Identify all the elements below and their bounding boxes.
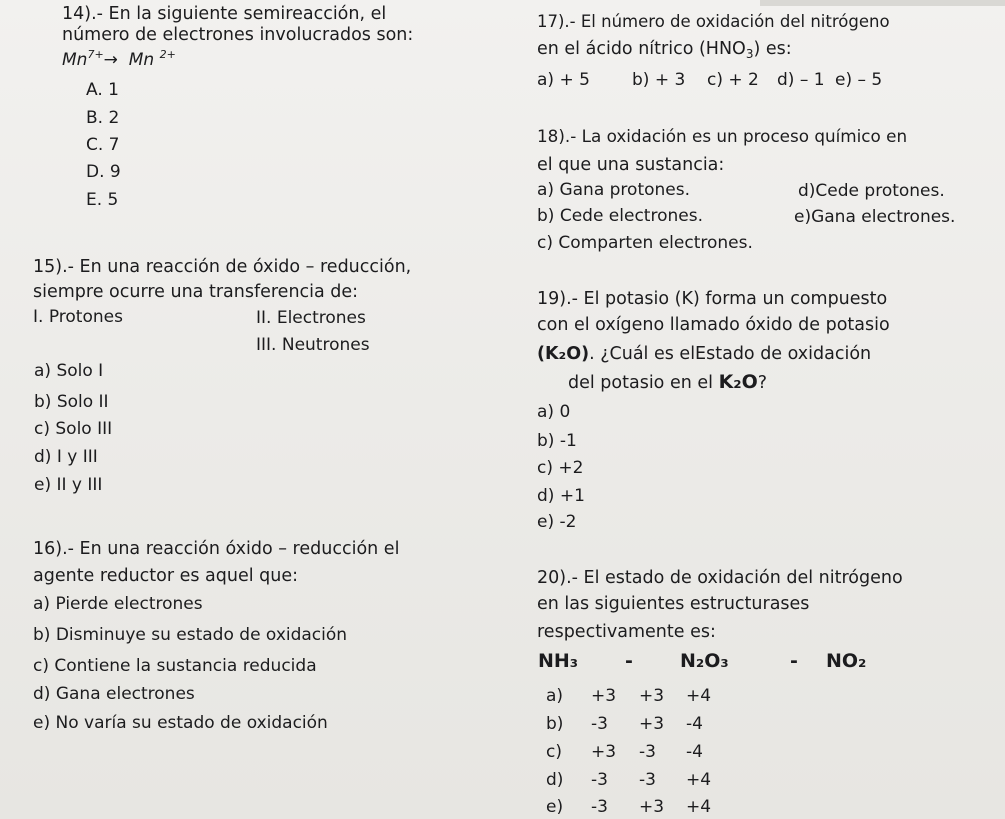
q19-line2: con el oxígeno llamado óxido de potasio (537, 315, 890, 335)
q20-row-v2: +3 (639, 714, 665, 734)
q16-line1: 16).- En una reacción óxido – reducción el (33, 539, 400, 559)
q20-row-label: e) (546, 797, 564, 817)
q19-option-b: b) -1 (537, 431, 577, 451)
q18-option-e: e)Gana electrones. (794, 207, 956, 227)
q17-line2-prefix: en el ácido nítrico (HNO (537, 39, 746, 59)
q15-item2: II. Electrones (256, 308, 366, 328)
reaction-right: Mn (128, 50, 155, 70)
q14-reaction (62, 50, 176, 70)
q20-row-label: c) (546, 742, 562, 762)
q20-sep1: - (625, 650, 633, 672)
q19-line4 (568, 372, 767, 393)
q17-line2-sub: 3 (745, 47, 754, 61)
q15-option-a: a) Solo I (34, 361, 104, 381)
q16-option-c: c) Contiene la sustancia reducida (33, 656, 317, 676)
q16-option-e: e) No varía su estado de oxidación (33, 713, 328, 733)
q20-formula-n2o3: N₂O₃ (680, 650, 729, 672)
q14-line1: 14).- En la siguiente semireacción, el (62, 4, 387, 24)
q20-row-v3: +4 (686, 797, 712, 817)
q20-row-v1: +3 (591, 686, 617, 706)
q19-line3-rest: . ¿Cuál es elEstado de oxidación (589, 344, 872, 364)
q18-option-d: d)Cede protones. (798, 181, 945, 201)
q20-row-v3: +4 (686, 770, 712, 790)
q17-line1: 17).- El número de oxidación del nitrógeno (537, 12, 890, 31)
q16-line2: agente reductor es aquel que: (33, 566, 299, 586)
q20-line1: 20).- El estado de oxidación del nitrógeno (537, 568, 903, 588)
q19-line3 (537, 344, 871, 364)
q17-option-d: d) – 1 (777, 70, 825, 90)
q19-line4-prefix: del potasio en el (568, 373, 713, 393)
q15-option-b: b) Solo II (34, 392, 109, 412)
q15-option-c: c) Solo III (34, 419, 113, 439)
q19-formula-k2o: (K₂O) (537, 344, 590, 364)
q18-line1: 18).- La oxidación es un proceso químico en (537, 126, 908, 146)
q19-option-a: a) 0 (537, 402, 571, 422)
q20-row-v2: +3 (639, 686, 665, 706)
q15-option-d: d) I y III (34, 447, 98, 467)
q15-option-e: e) II y III (34, 475, 103, 495)
q14-line2: número de electrones involucrados son: (62, 25, 414, 45)
q20-row-v3: -4 (686, 714, 703, 734)
q19-option-d: d) +1 (537, 486, 585, 506)
q17-option-e: e) – 5 (835, 70, 883, 90)
q15-item3: III. Neutrones (256, 335, 370, 355)
reaction-right-charge: 2+ (159, 48, 176, 61)
q20-row-label: d) (546, 770, 564, 790)
q20-row-label: a) (546, 686, 564, 706)
q19-option-c: c) +2 (537, 458, 584, 478)
page-edge-shadow (760, 0, 1005, 6)
q20-row-v3: +4 (686, 686, 712, 706)
q17-line2 (537, 39, 792, 59)
q15-line1: 15).- En una reacción de óxido – reducción, (33, 257, 412, 277)
q20-sep2: - (790, 650, 798, 672)
q16-option-d: d) Gana electrones (33, 684, 195, 704)
q20-row-v1: -3 (591, 714, 608, 734)
q18-line2: el que una sustancia: (537, 155, 725, 175)
q20-line3: respectivamente es: (537, 622, 716, 642)
q20-formula-nh3: NH₃ (538, 650, 579, 672)
q15-line2: siempre ocurre una transferencia de: (33, 282, 359, 302)
q17-option-c: c) + 2 (707, 70, 759, 90)
q14-option-e: E. 5 (86, 190, 119, 210)
q20-row-v1: +3 (591, 742, 617, 762)
q18-option-a: a) Gana protones. (537, 180, 691, 200)
reaction-left-charge: 7+ (87, 48, 104, 61)
q14-option-c: C. 7 (86, 135, 120, 155)
arrow-icon: → (103, 50, 118, 70)
q17-option-a: a) + 5 (537, 70, 590, 90)
q16-option-b: b) Disminuye su estado de oxidación (33, 625, 348, 645)
q20-row-v2: +3 (639, 797, 665, 817)
q19-line4-suffix: ? (757, 373, 768, 393)
q16-option-a: a) Pierde electrones (33, 594, 203, 614)
q14-option-b: B. 2 (86, 108, 120, 128)
q14-option-d: D. 9 (86, 162, 121, 182)
q19-formula-k2o-b: K₂O (718, 371, 758, 393)
q20-row-v1: -3 (591, 797, 608, 817)
q20-row-v2: -3 (639, 742, 656, 762)
q18-option-c: c) Comparten electrones. (537, 233, 753, 253)
q18-option-b: b) Cede electrones. (537, 206, 703, 226)
reaction-left: Mn (62, 50, 88, 70)
q20-formula-no2: NO₂ (826, 650, 867, 672)
q20-row-v3: -4 (686, 742, 703, 762)
q20-row-v2: -3 (639, 770, 656, 790)
q19-option-e: e) -2 (537, 512, 577, 532)
q14-option-a: A. 1 (86, 80, 119, 100)
q15-item1: I. Protones (33, 307, 123, 327)
q20-line2: en las siguientes estructurases (537, 594, 810, 614)
q20-row-label: b) (546, 714, 564, 734)
q17-line2-suffix: ) es: (753, 39, 792, 59)
q17-option-b: b) + 3 (632, 70, 686, 90)
q20-row-v1: -3 (591, 770, 608, 790)
q19-line1: 19).- El potasio (K) forma un compuesto (537, 289, 888, 309)
